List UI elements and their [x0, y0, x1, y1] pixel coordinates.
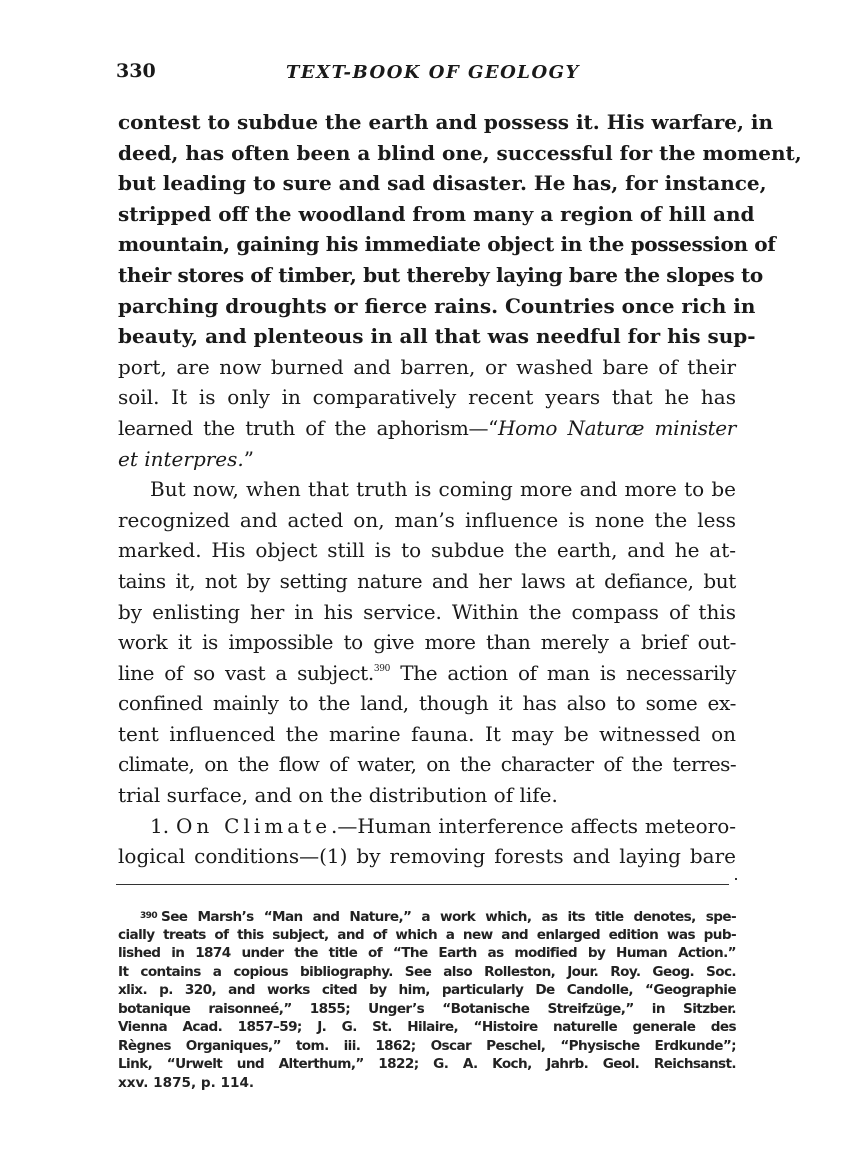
text-line: tains it, not by setting nature and her laws at defiance, but	[118, 568, 736, 593]
text-line: port, are now burned and barren, or washed bare of their	[118, 354, 736, 379]
text-line: mountain, gaining his immediate object in the possession of	[118, 232, 776, 257]
footnote-divider	[116, 884, 729, 885]
footnote	[118, 907, 736, 1092]
footnote-line: lished in 1874 under the title of “The Earth as modified by Human Action.”	[118, 945, 736, 961]
text-line	[118, 413, 736, 444]
footnote-line: botanique raisonneé,” 1855; Unger’s “Botanische Streifzüge,” in Sitzber.	[118, 1000, 736, 1017]
text-line: beauty, and plenteous in all that was needful for his sup-	[118, 324, 756, 349]
running-head: TEXT-BOOK OF GEOLOGY	[286, 62, 580, 83]
print-speck	[735, 878, 737, 880]
body-text	[118, 107, 802, 872]
latin-phrase: Homo Naturæ minister	[498, 415, 736, 440]
text-line: tent influenced the marine fauna. It may be witnessed on	[118, 721, 736, 746]
text-run: ”	[243, 446, 254, 471]
section-number: 1.	[150, 813, 170, 838]
text-line: logical conditions—(1) by removing forests and laying bare	[118, 844, 736, 869]
footnote-line: It contains a copious bibliography. See also Rolleston, Jour. Roy. Geog. Soc.	[118, 963, 736, 980]
footnote-reference[interactable]: 390	[373, 663, 391, 674]
text-run: The action of man is necessarily	[390, 660, 736, 685]
paragraph-2	[118, 474, 736, 811]
text-line	[118, 658, 736, 689]
text-line: but leading to sure and sad disaster. He has, for instance,	[118, 171, 767, 196]
text-line: stripped off the woodland from many a region of hill and	[118, 201, 755, 226]
text-run: See Marsh’s “Man and Nature,” a work which, as its title denotes, spe-	[161, 909, 736, 925]
text-line: recognized and acted on, man’s influence is none the less	[118, 507, 736, 532]
footnote-line: Règnes Organiques,” tom. iii. 1862; Oscar Peschel, “Physische Erdkunde”;	[118, 1037, 736, 1054]
text-line: by enlisting her in his service. Within the compass of this	[118, 599, 736, 624]
footnote-marker: 390	[140, 911, 157, 921]
footnote-line: Link, “Urwelt und Alterthum,” 1822; G. A. Koch, Jahrb. Geol. Reichsanst.	[118, 1056, 736, 1072]
paragraph-1-continued	[118, 352, 736, 474]
footnote-line: cially treats of this subject, and of which a new and enlarged edition was pub-	[118, 926, 736, 943]
footnote-line: xlix. p. 320, and works cited by him, particularly De Candolle, “Geographie	[118, 982, 736, 998]
text-line	[118, 811, 736, 842]
text-run: .—Human interference affects meteoro-	[331, 813, 736, 838]
paragraph-3	[118, 811, 736, 872]
latin-phrase: et interpres.	[118, 446, 244, 471]
text-line: climate, on the flow of water, on the character of the terres-	[118, 752, 736, 777]
paragraph-1	[118, 107, 802, 352]
footnote-line	[118, 907, 736, 926]
text-line: trial surface, and on the distribution of life.	[118, 783, 558, 808]
text-line: But now, when that truth is coming more and more to be	[150, 477, 736, 502]
text-line: soil. It is only in comparatively recent years that he has	[118, 385, 736, 410]
text-line: parching droughts or fierce rains. Countries once rich in	[118, 293, 756, 318]
text-run: line of so vast a subject.	[118, 660, 374, 685]
page-number: 330	[116, 60, 156, 82]
text-line: deed, has often been a blind one, successful for the moment,	[118, 140, 802, 165]
text-line: work it is impossible to give more than merely a brief out-	[118, 630, 736, 655]
text-line: marked. His object still is to subdue the earth, and he at-	[118, 538, 736, 563]
section-heading: On Climate	[176, 813, 332, 838]
footnote-line: Vienna Acad. 1857–59; J. G. St. Hilaire, “Histoire naturelle generale des	[118, 1019, 736, 1035]
footnote-line: xxv. 1875, p. 114.	[118, 1074, 255, 1091]
page-header	[116, 60, 736, 90]
text-run: learned the truth of the aphorism—“	[118, 415, 499, 440]
text-line: their stores of timber, but thereby laying bare the slopes to	[118, 262, 763, 287]
text-line	[118, 444, 736, 475]
text-line: contest to subdue the earth and possess it. His warfare, in	[118, 110, 774, 134]
text-line: confined mainly to the land, though it has also to some ex-	[118, 691, 736, 716]
